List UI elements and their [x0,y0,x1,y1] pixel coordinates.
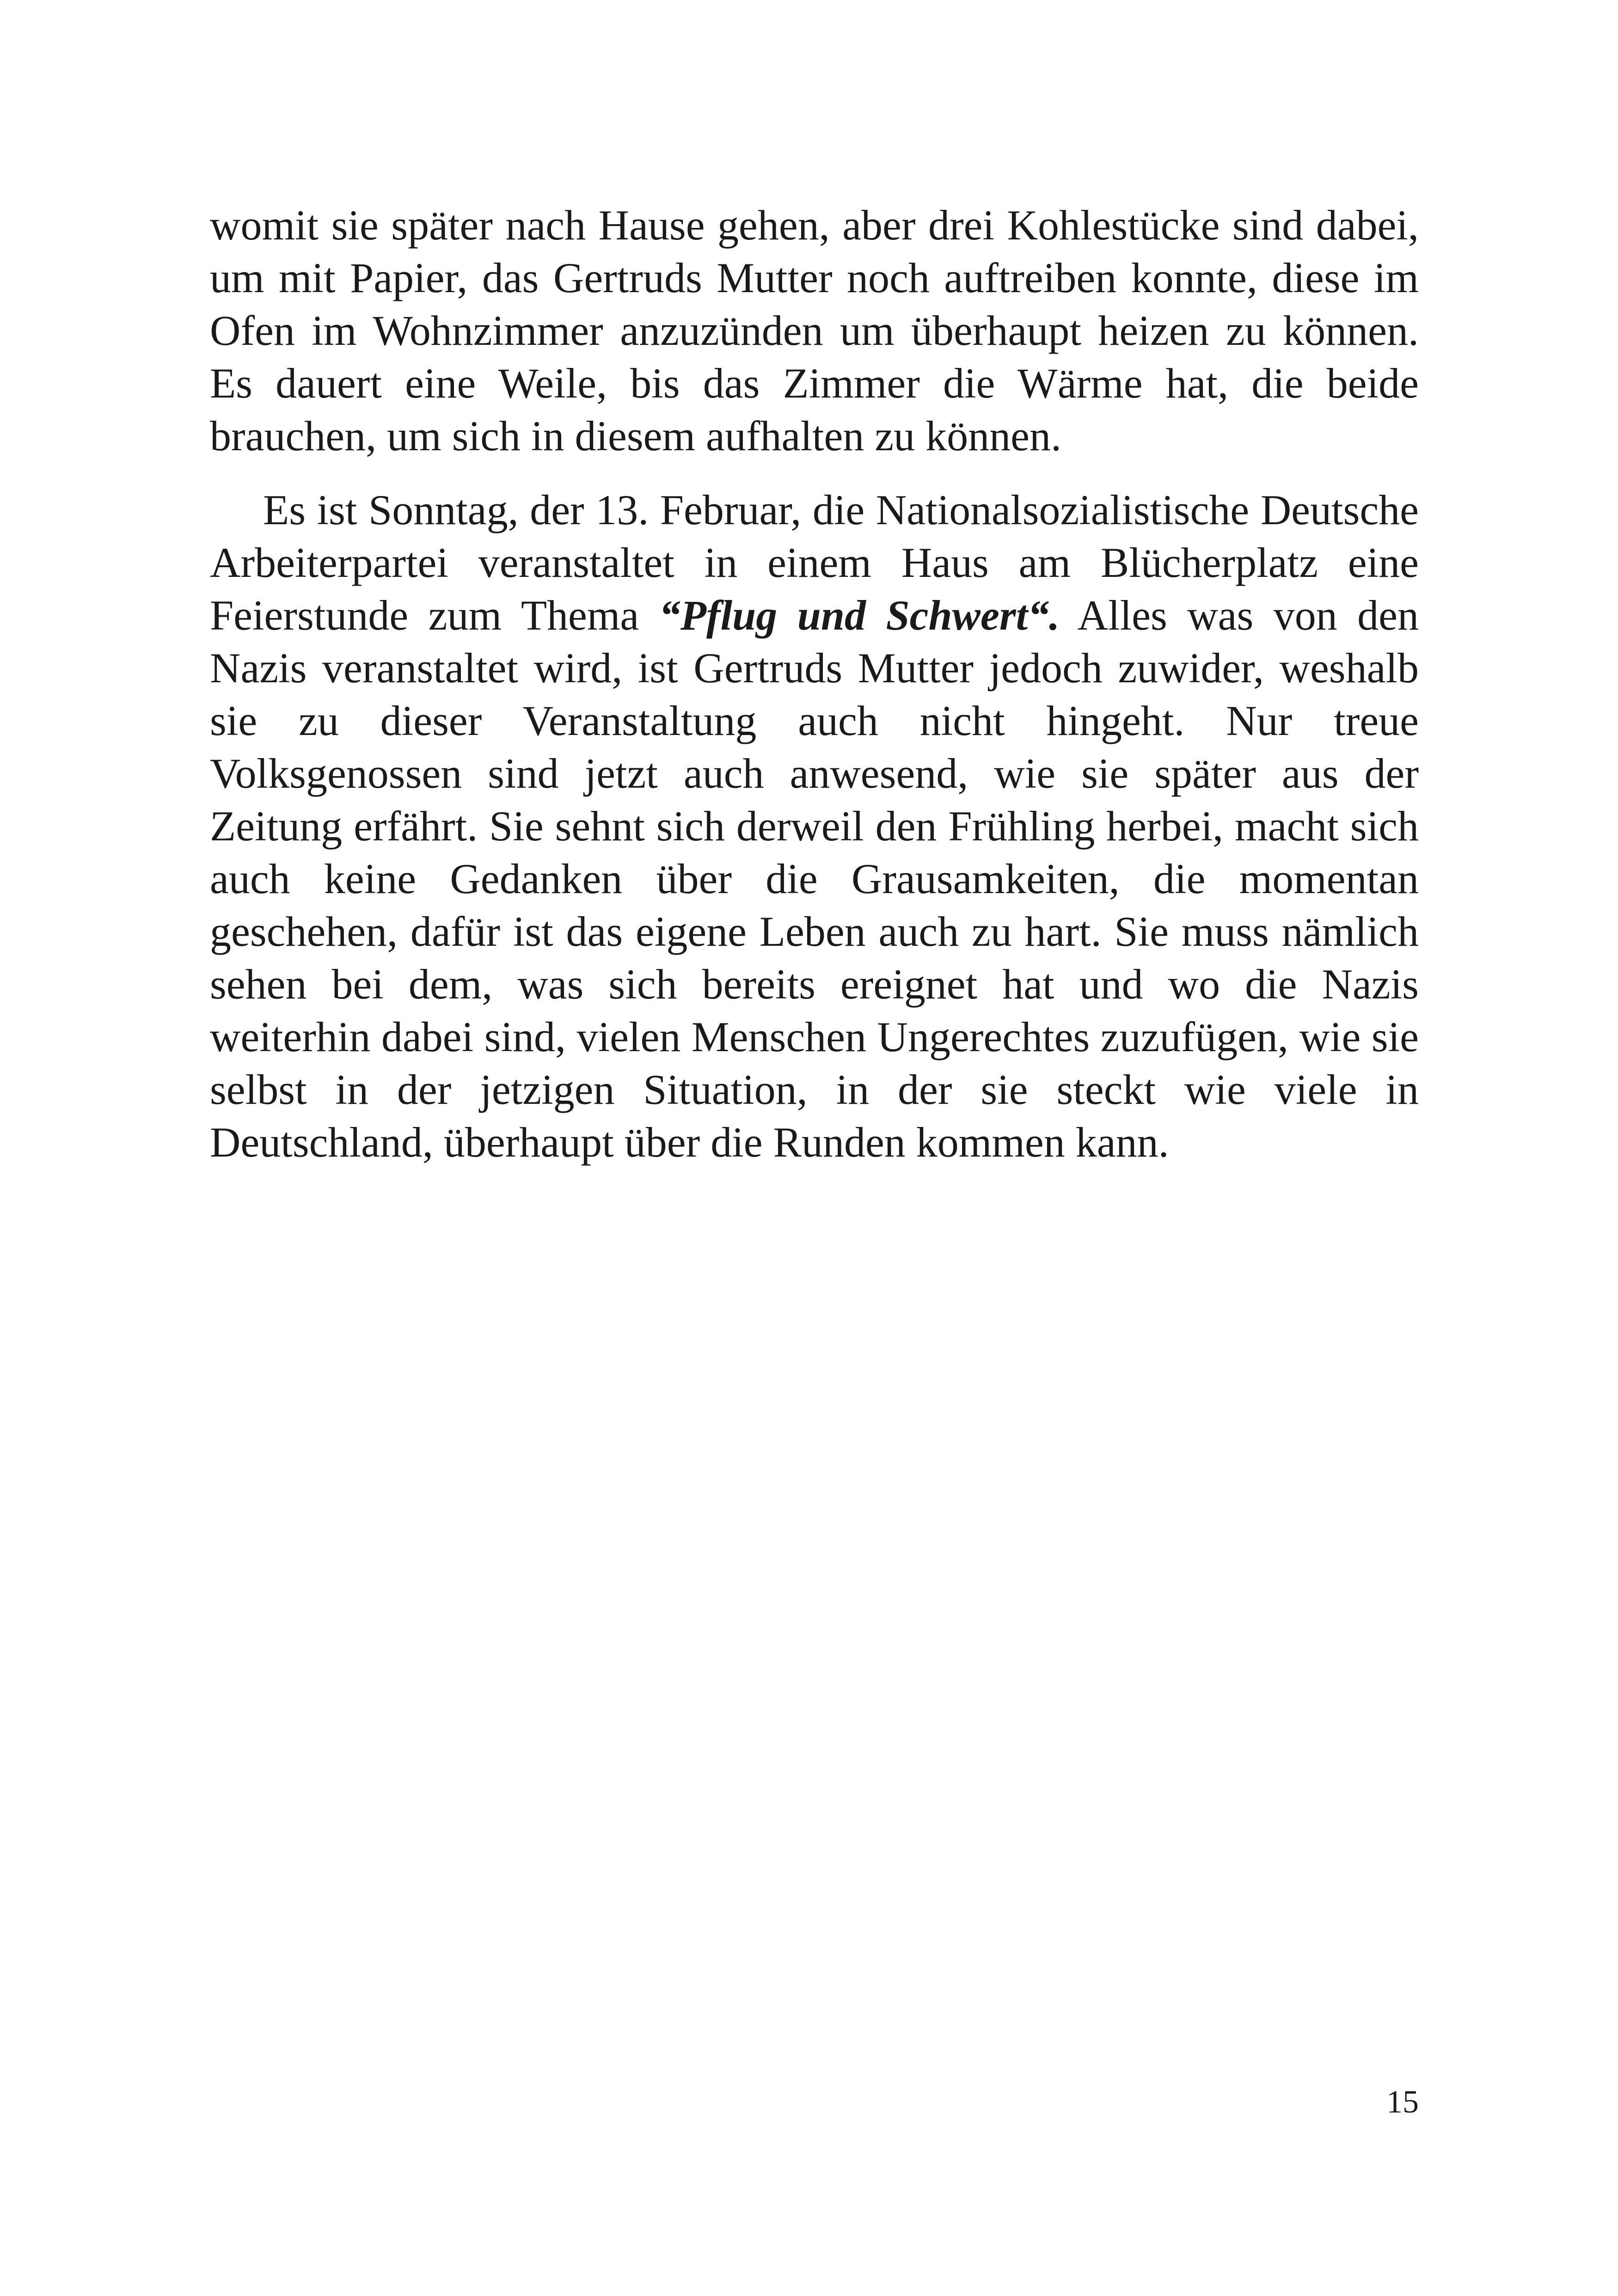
body-text [210,199,1419,1169]
paragraph-sunday [210,484,1419,1169]
paragraph-continued: womit sie später nach Hause gehen, aber drei Kohlestücke sind dabei, um mit Papier, das Gertruds Mutter noch auftreiben konnte, diese im Ofen im Wohnzimmer anzuzünden um überhaupt heizen zu können. Es dauert eine Weile, bis das Zimmer die Wärme hat, die beide brauchen, um sich in diesem aufhalten zu können. [210,202,1419,459]
event-title-quote: “Pflug und Schwert“. [659,592,1060,639]
page-number: 15 [1386,2084,1419,2120]
paragraph-text-end: Alles was von den Nazis veranstaltet wird, ist Gertruds Mutter jedoch zuwider, weshalb sie zu dieser Veranstaltung auch nicht hingeht. Nur treue Volksgenossen sind jetzt auch anwesend, wie sie später aus der Zeitung erfährt. Sie sehnt sich derweil den Frühling herbei, macht sich auch keine Gedanken über die Grausamkeiten, die momentan geschehen, dafür ist das eigene Leben auch zu hart. Sie muss nämlich sehen bei dem, was sich bereits ereignet hat und wo die Nazis weiterhin dabei sind, vielen Menschen Ungerechtes zuzufügen, wie sie selbst in der jetzigen Situation, in der sie steckt wie viele in Deutschland, überhaupt über die Runden kommen kann. [210,592,1419,1166]
paragraph-text-start: Es ist Sonntag, der 13. Februar, die Nationalsozialistische Deutsche Arbeiterpartei veranstaltet in einem Haus am Blücherplatz eine Feierstunde zum Thema [210,486,1419,639]
